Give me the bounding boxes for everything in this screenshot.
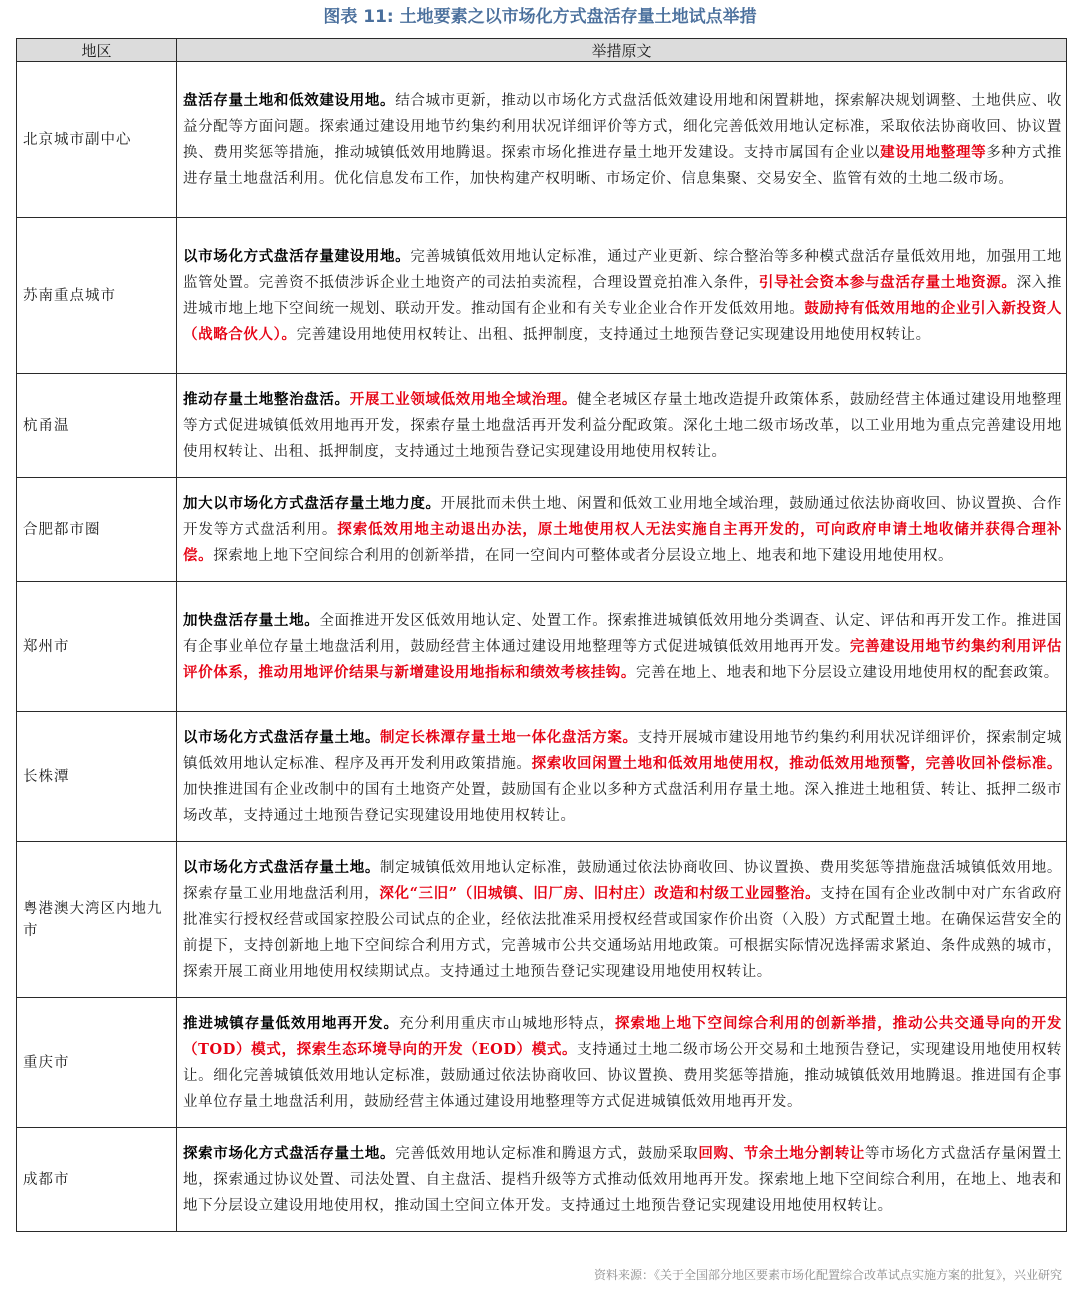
measure-cell bbox=[177, 478, 1067, 582]
measure-text: 支持开展城市建设用地节约集约利用状况详细评价，探索制定城镇低效用地认定标准、程序及再开发利用政策措施。 bbox=[183, 729, 1062, 772]
table-row bbox=[17, 478, 1067, 582]
measure-heading: 加快盘活存量土地。 bbox=[183, 611, 320, 629]
measure-text: 完善城镇低效用地认定标准，通过产业更新、综合整治等多种模式盘活存量低效用地，加强用工地监管处置。完善资不抵债涉诉企业土地资产的司法拍卖流程，合理设置竞拍准入条件， bbox=[183, 248, 1062, 291]
measure-heading: 推进城镇存量低效用地再开发。 bbox=[183, 1014, 399, 1032]
measure-text: 完善在地上、地表和地下分层设立建设用地使用权的配套政策。 bbox=[636, 664, 1059, 681]
measure-text: 健全老城区存量土地改造提升政策体系，鼓励经营主体通过建设用地整理等方式促进城镇低效用地再开发，探索存量土地盘活再开发利益分配政策。深化土地二级市场改革，以工业用地为重点完善建设用地使用权转让、出租、抵押制度，支持通过土地预告登记实现建设用地使用权转让。 bbox=[183, 391, 1062, 460]
measure-text: 充分利用重庆市山城地形特点， bbox=[398, 1015, 615, 1032]
table-row bbox=[17, 218, 1067, 374]
region-cell: 成都市 bbox=[17, 1128, 177, 1232]
measure-cell bbox=[177, 1128, 1067, 1232]
table-row bbox=[17, 62, 1067, 218]
measure-text: 完善低效用地认定标准和腾退方式，鼓励采取 bbox=[395, 1145, 699, 1162]
source-note: 资料来源：《关于全国部分地区要素市场化配置综合改革试点实施方案的批复》，兴业研究 bbox=[593, 1268, 1062, 1282]
region-cell: 杭甬温 bbox=[17, 374, 177, 478]
measure-heading: 加大以市场化方式盘活存量土地力度。 bbox=[183, 494, 441, 512]
measure-text: 加快推进国有企业改制中的国有土地资产处置，鼓励国有企业以多种方式盘活利用存量土地。深入推进土地租赁、转让、抵押二级市场改革，支持通过土地预告登记实现建设用地使用权转让。 bbox=[183, 781, 1062, 824]
measure-heading: 推动存量土地整治盘活。 bbox=[183, 390, 350, 408]
measure-heading: 以市场化方式盘活存量土地。 bbox=[183, 858, 381, 876]
region-cell: 北京城市副中心 bbox=[17, 62, 177, 218]
measure-highlight: 探索收回闲置土地和低效用地使用权，推动低效用地预警，完善收回补偿标准。 bbox=[531, 754, 1062, 772]
measure-text: 探索地上地下空间综合利用的创新举措，在同一空间内可整体或者分层设立地上、地表和地下建设用地使用权。 bbox=[213, 547, 954, 564]
measure-cell bbox=[177, 218, 1067, 374]
measure-highlight: 深化“三旧”（旧城镇、旧厂房、旧村庄）改造和村级工业园整治。 bbox=[379, 884, 821, 902]
measure-text: 支持通过土地二级市场公开交易和土地预告登记，实现建设用地使用权转让。细化完善城镇低效用地认定标准，鼓励通过依法协商收回、协议置换、费用奖惩等措施，推动城镇低效用地腾退。推进国有企事业单位存量土地盘活利用，鼓励经营主体通过建设用地整理等方式促进城镇低效用地再开发。 bbox=[183, 1041, 1063, 1110]
measure-text: 深入推进城市地上地下空间统一规划、联动开发。推动国有企业和有关专业企业合作开发低效用地。 bbox=[183, 274, 1062, 317]
measure-cell bbox=[177, 998, 1067, 1128]
table-row bbox=[17, 1128, 1067, 1232]
measure-heading: 探索市场化方式盘活存量土地。 bbox=[183, 1144, 396, 1162]
region-cell: 郑州市 bbox=[17, 582, 177, 712]
measure-highlight: 建设用地整理等 bbox=[880, 143, 987, 161]
table-header-row bbox=[17, 39, 1067, 62]
region-cell: 粤港澳大湾区内地九市 bbox=[17, 842, 177, 998]
measure-heading: 以市场化方式盘活存量建设用地。 bbox=[183, 247, 411, 265]
region-cell: 长株潭 bbox=[17, 712, 177, 842]
measure-text: 等市场化方式盘活存量闲置土地，探索通过协议处置、司法处置、自主盘活、提档升级等方式推动低效用地再开发。探索地上地下空间综合利用，在地上、地表和地下分层设立建设用地使用权，推动国土空间立体开发。支持通过土地预告登记实现建设用地使用权转让。 bbox=[183, 1145, 1062, 1214]
measures-table bbox=[16, 38, 1067, 1232]
measure-highlight: 完善建设用地节约集约利用评估评价体系，推动用地评价结果与新增建设用地指标和绩效考核挂钩。 bbox=[183, 637, 1062, 681]
measure-text: 全面推进开发区低效用地认定、处置工作。探索推进城镇低效用地分类调查、认定、评估和再开发工作。推进国有企事业单位存量土地盘活利用，鼓励经营主体通过建设用地整理等方式促进城镇低效用地再开发。 bbox=[183, 612, 1062, 655]
table-body bbox=[17, 62, 1067, 1232]
measure-cell bbox=[177, 842, 1067, 998]
header-text: 举措原文 bbox=[177, 39, 1067, 62]
table-row bbox=[17, 712, 1067, 842]
measure-highlight: 探索低效用地主动退出办法，原土地使用权人无法实施自主再开发的，可向政府申请土地收储并获得合理补偿。 bbox=[183, 520, 1063, 564]
measure-highlight: 回购、节余土地分割转让 bbox=[698, 1144, 866, 1162]
table-row bbox=[17, 582, 1067, 712]
measure-text: 制定城镇低效用地认定标准，鼓励通过依法协商收回、协议置换、费用奖惩等措施盘活城镇低效用地。探索存量工业用地盘活利用， bbox=[183, 859, 1062, 902]
measure-text: 结合城市更新，推动以市场化方式盘活低效建设用地和闲置耕地，探索解决规划调整、土地供应、收益分配等方面问题。探索通过建设用地节约集约利用状况详细评价等方式，细化完善低效用地认定标准，采取依法协商收回、协议置换、费用奖惩等措施，推动城镇低效用地腾退。探索市场化推进存量土地开发建设。支持市属国有企业以 bbox=[183, 92, 1062, 161]
measure-highlight: 鼓励持有低效用地的企业引入新投资人（战略合伙人）。 bbox=[183, 299, 1062, 343]
measure-text: 完善建设用地使用权转让、出租、抵押制度，支持通过土地预告登记实现建设用地使用权转让。 bbox=[296, 326, 931, 343]
figure-title: 图表 11: 土地要素之以市场化方式盘活存量土地试点举措 bbox=[323, 7, 757, 27]
header-region: 地区 bbox=[17, 39, 177, 62]
measure-cell bbox=[177, 62, 1067, 218]
measure-cell bbox=[177, 712, 1067, 842]
measure-text: 支持在国有企业改制中对广东省政府批准实行授权经营或国家控股公司试点的企业，经依法批准采用授权经营或国家作价出资（入股）方式配置土地。在确保运营安全的前提下，支持创新地上地下空间综合利用方式，完善城市公共交通场站用地政策。可根据实际情况选择需求紧迫、条件成熟的城市，探索开展工商业用地使用权续期试点。支持通过土地预告登记实现建设用地使用权转让。 bbox=[183, 885, 1062, 980]
measure-highlight: 制定长株潭存量土地一体化盘活方案。 bbox=[380, 728, 638, 746]
measure-highlight: 引导社会资本参与盘活存量土地资源。 bbox=[758, 273, 1017, 291]
measure-cell bbox=[177, 374, 1067, 478]
measure-highlight: 探索地上地下空间综合利用的创新举措，推动公共交通导向的开发（TOD）模式，探索生态环境导向的开发（EOD）模式。 bbox=[183, 1014, 1063, 1058]
table-row bbox=[17, 998, 1067, 1128]
measure-cell bbox=[177, 582, 1067, 712]
region-cell: 苏南重点城市 bbox=[17, 218, 177, 374]
table-row bbox=[17, 374, 1067, 478]
region-cell: 合肥都市圈 bbox=[17, 478, 177, 582]
table-row bbox=[17, 842, 1067, 998]
measure-highlight: 开展工业领域低效用地全域治理。 bbox=[349, 390, 578, 408]
measure-text: 多种方式推进存量土地盘活利用。优化信息发布工作，加快构建产权明晰、市场定价、信息集聚、交易安全、监管有效的土地二级市场。 bbox=[183, 144, 1062, 187]
measure-text: 开展批而未供土地、闲置和低效工业用地全域治理，鼓励通过依法协商收回、协议置换、合作开发等方式盘活利用。 bbox=[183, 495, 1062, 538]
measure-heading: 以市场化方式盘活存量土地。 bbox=[183, 728, 381, 746]
measure-heading: 盘活存量土地和低效建设用地。 bbox=[183, 91, 396, 109]
region-cell: 重庆市 bbox=[17, 998, 177, 1128]
